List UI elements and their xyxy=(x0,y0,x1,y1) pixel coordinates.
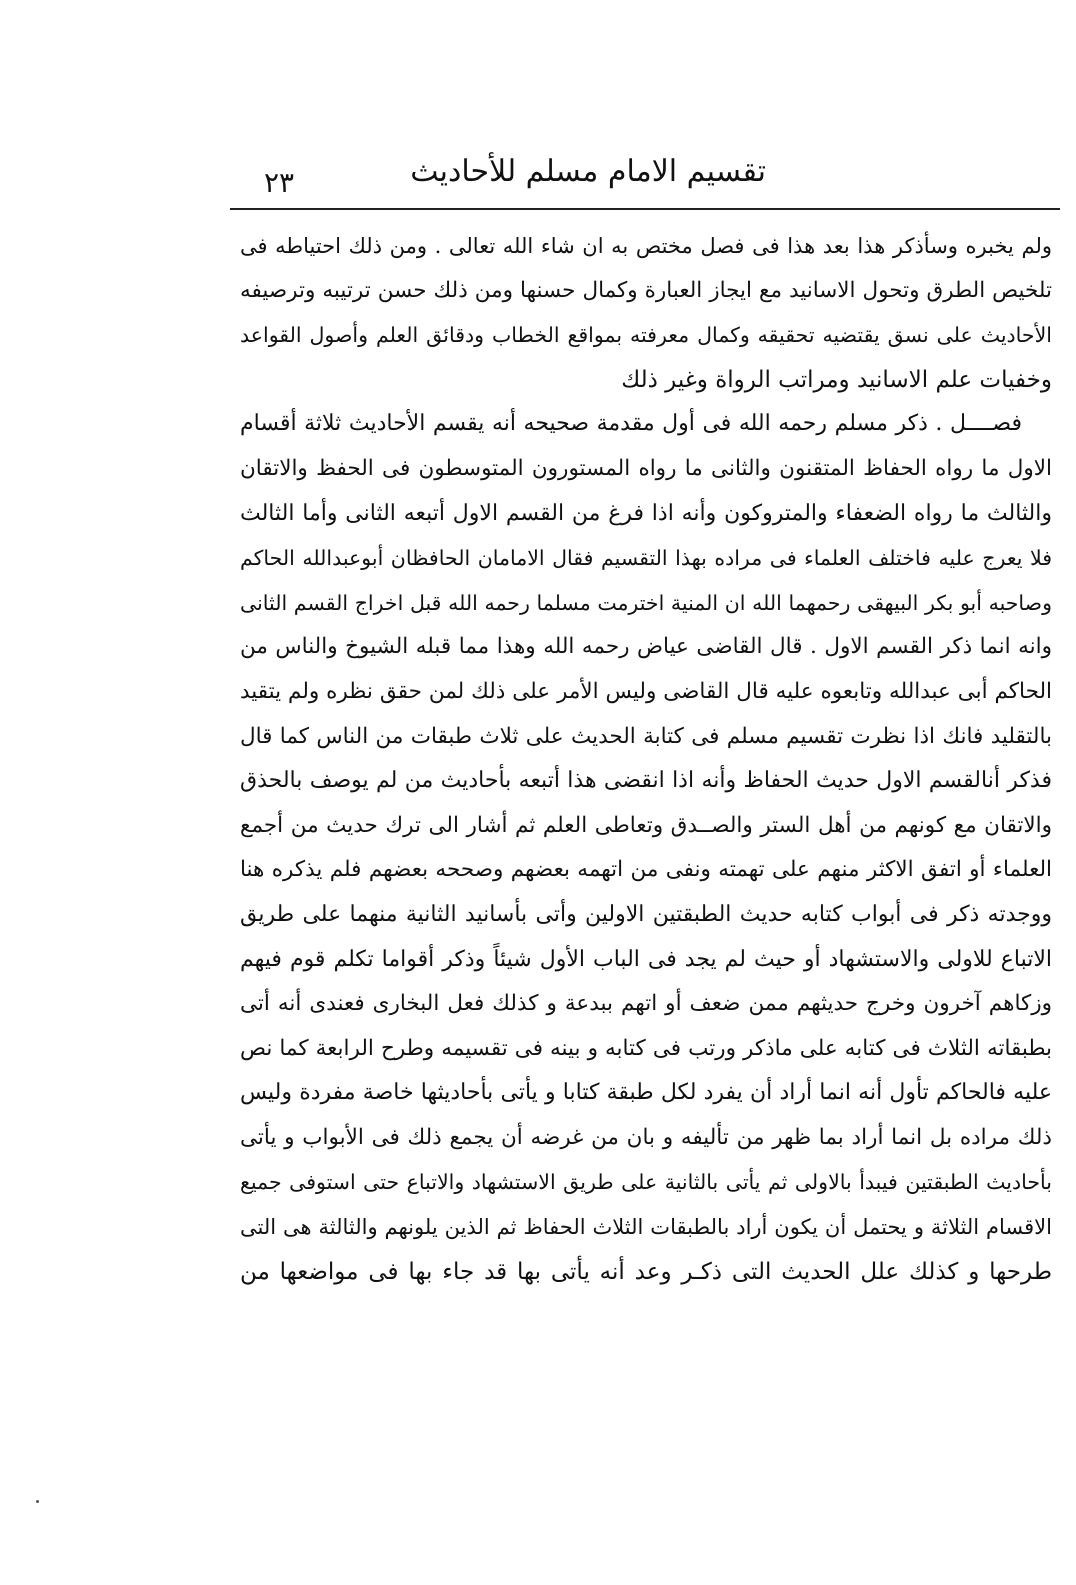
text-line: وصاحبه أبو بكر البيهقى رحمهما الله ان المنية اخترمت مسلما رحمه الله قبل اخراج القسم الثانى xyxy=(240,590,1052,615)
text-line: والاتقان مع كونهم من أهل الستر والصــدق وتعاطى العلم ثم أشار الى ترك حديث من أجمع xyxy=(240,812,1052,838)
text-line: ولم يخبره وسأذكر هذا بعد هذا فى فصل مختص به ان شاء الله تعالى . ومن ذلك احتياطه فى xyxy=(240,234,1052,258)
text-line: ووجدته ذكر فى أبواب كتابه حديث الطبقتين الاولين وأتى بأسانيد الثانية منهما على طريق xyxy=(240,901,1052,927)
text-line: الاقسام الثلاثة و يحتمل أن يكون أراد بالطبقات الثلاث الحفاظ ثم الذين يلونهم والثالثة هى التى xyxy=(240,1215,1052,1240)
text-line: طرحها و كذلك علل الحديث التى ذكـر وعد أنه يأتى بها قد جاء بها فى مواضعها من xyxy=(240,1258,1052,1285)
text-line: الاول ما رواه الحفاظ المتقنون والثانى ما رواه المستورون المتوسطون فى الحفظ والاتقان xyxy=(240,455,1052,481)
text-line: الحاكم أبى عبدالله وتابعوه عليه قال القاضى وليس الأمر على ذلك لمن حقق نظره ولم يتقيد xyxy=(240,678,1052,704)
text-line: فذكر أنالقسم الاول حديث الحفاظ وأنه اذا انقضى هذا أتبعه بأحاديث من لم يوصف بالحذق xyxy=(240,768,1052,794)
scan-speck xyxy=(36,1500,39,1503)
text-line: فلا يعرج عليه فاختلف العلماء فى مراده بهذا التقسيم فقال الامامان الحافظان أبوعبدالله الحاكم xyxy=(240,546,1052,571)
text-line: وزكاهم آخرون وخرج حديثهم ممن ضعف أو اتهم ببدعة و كذلك فعل البخارى فعندى أنه أتى xyxy=(240,991,1052,1017)
text-line: بأحاديث الطبقتين فيبدأ بالاولى ثم يأتى بالثانية على طريق الاستشهاد والاتباع حتى استوفى جميع xyxy=(240,1170,1052,1195)
text-line: وانه انما ذكر القسم الاول . قال القاضى عياض رحمه الله وهذا مما قبله الشيوخ والناس من xyxy=(240,634,1052,660)
section-heading-line: فصــــل . ذكر مسلم رحمه الله فى أول مقدمة صحيحه أنه يقسم الأحاديث ثلاثة أقسام xyxy=(240,411,1022,437)
text-line: العلماء أو اتفق الاكثر منهم على تهمته ونفى من اتهمه بعضهم وصححه بعضهم فلم يذكره هنا xyxy=(240,857,1052,883)
text-line: بطبقاته الثلاث فى كتابه على ماذكر ورتب فى كتابه و بينه فى تقسيمه وطرح الرابعة كما نص xyxy=(240,1035,1052,1061)
text-line: ذلك مراده بل انما أراد بما ظهر من تأليفه و بان من غرضه أن يجمع ذلك فى الأبواب و يأتى xyxy=(240,1124,1052,1150)
text-line: وخفيات علم الاسانيد ومراتب الرواة وغير ذلك xyxy=(621,366,1052,393)
text-line: بالتقليد فانك اذا نظرت تقسيم مسلم فى كتابة الحديث على ثلاث طبقات من الناس كما قال xyxy=(240,723,1052,749)
page-number: ٢٣ xyxy=(264,166,295,199)
running-title: تقسيم الامام مسلم للأحاديث xyxy=(410,154,766,189)
header-divider xyxy=(230,208,1060,210)
text-line: تلخيص الطرق وتحول الاسانيد مع ايجاز العبارة وكمال حسنها ومن ذلك حسن ترتيبه وترصيفه xyxy=(240,277,1052,303)
text-line: الاتباع للاولى والاستشهاد أو حيث لم يجد فى الباب الأول شيئاً وذكر أقواما تكلم قوم فيهم xyxy=(240,946,1052,972)
text-line: والثالث ما رواه الضعفاء والمتروكون وأنه اذا فرغ من القسم الاول أتبعه الثانى وأما الثالث xyxy=(240,500,1052,526)
text-line: عليه فالحاكم تأول أنه انما أراد أن يفرد لكل طبقة كتابا و يأتى بأحاديثها خاصة مفردة وليس xyxy=(240,1080,1052,1106)
body-text xyxy=(240,224,1052,1294)
text-line: الأحاديث على نسق يقتضيه تحقيقه وكمال معرفته بمواقع الخطاب ودقائق العلم وأصول القواعد xyxy=(240,323,1052,348)
page-header xyxy=(232,148,1056,208)
